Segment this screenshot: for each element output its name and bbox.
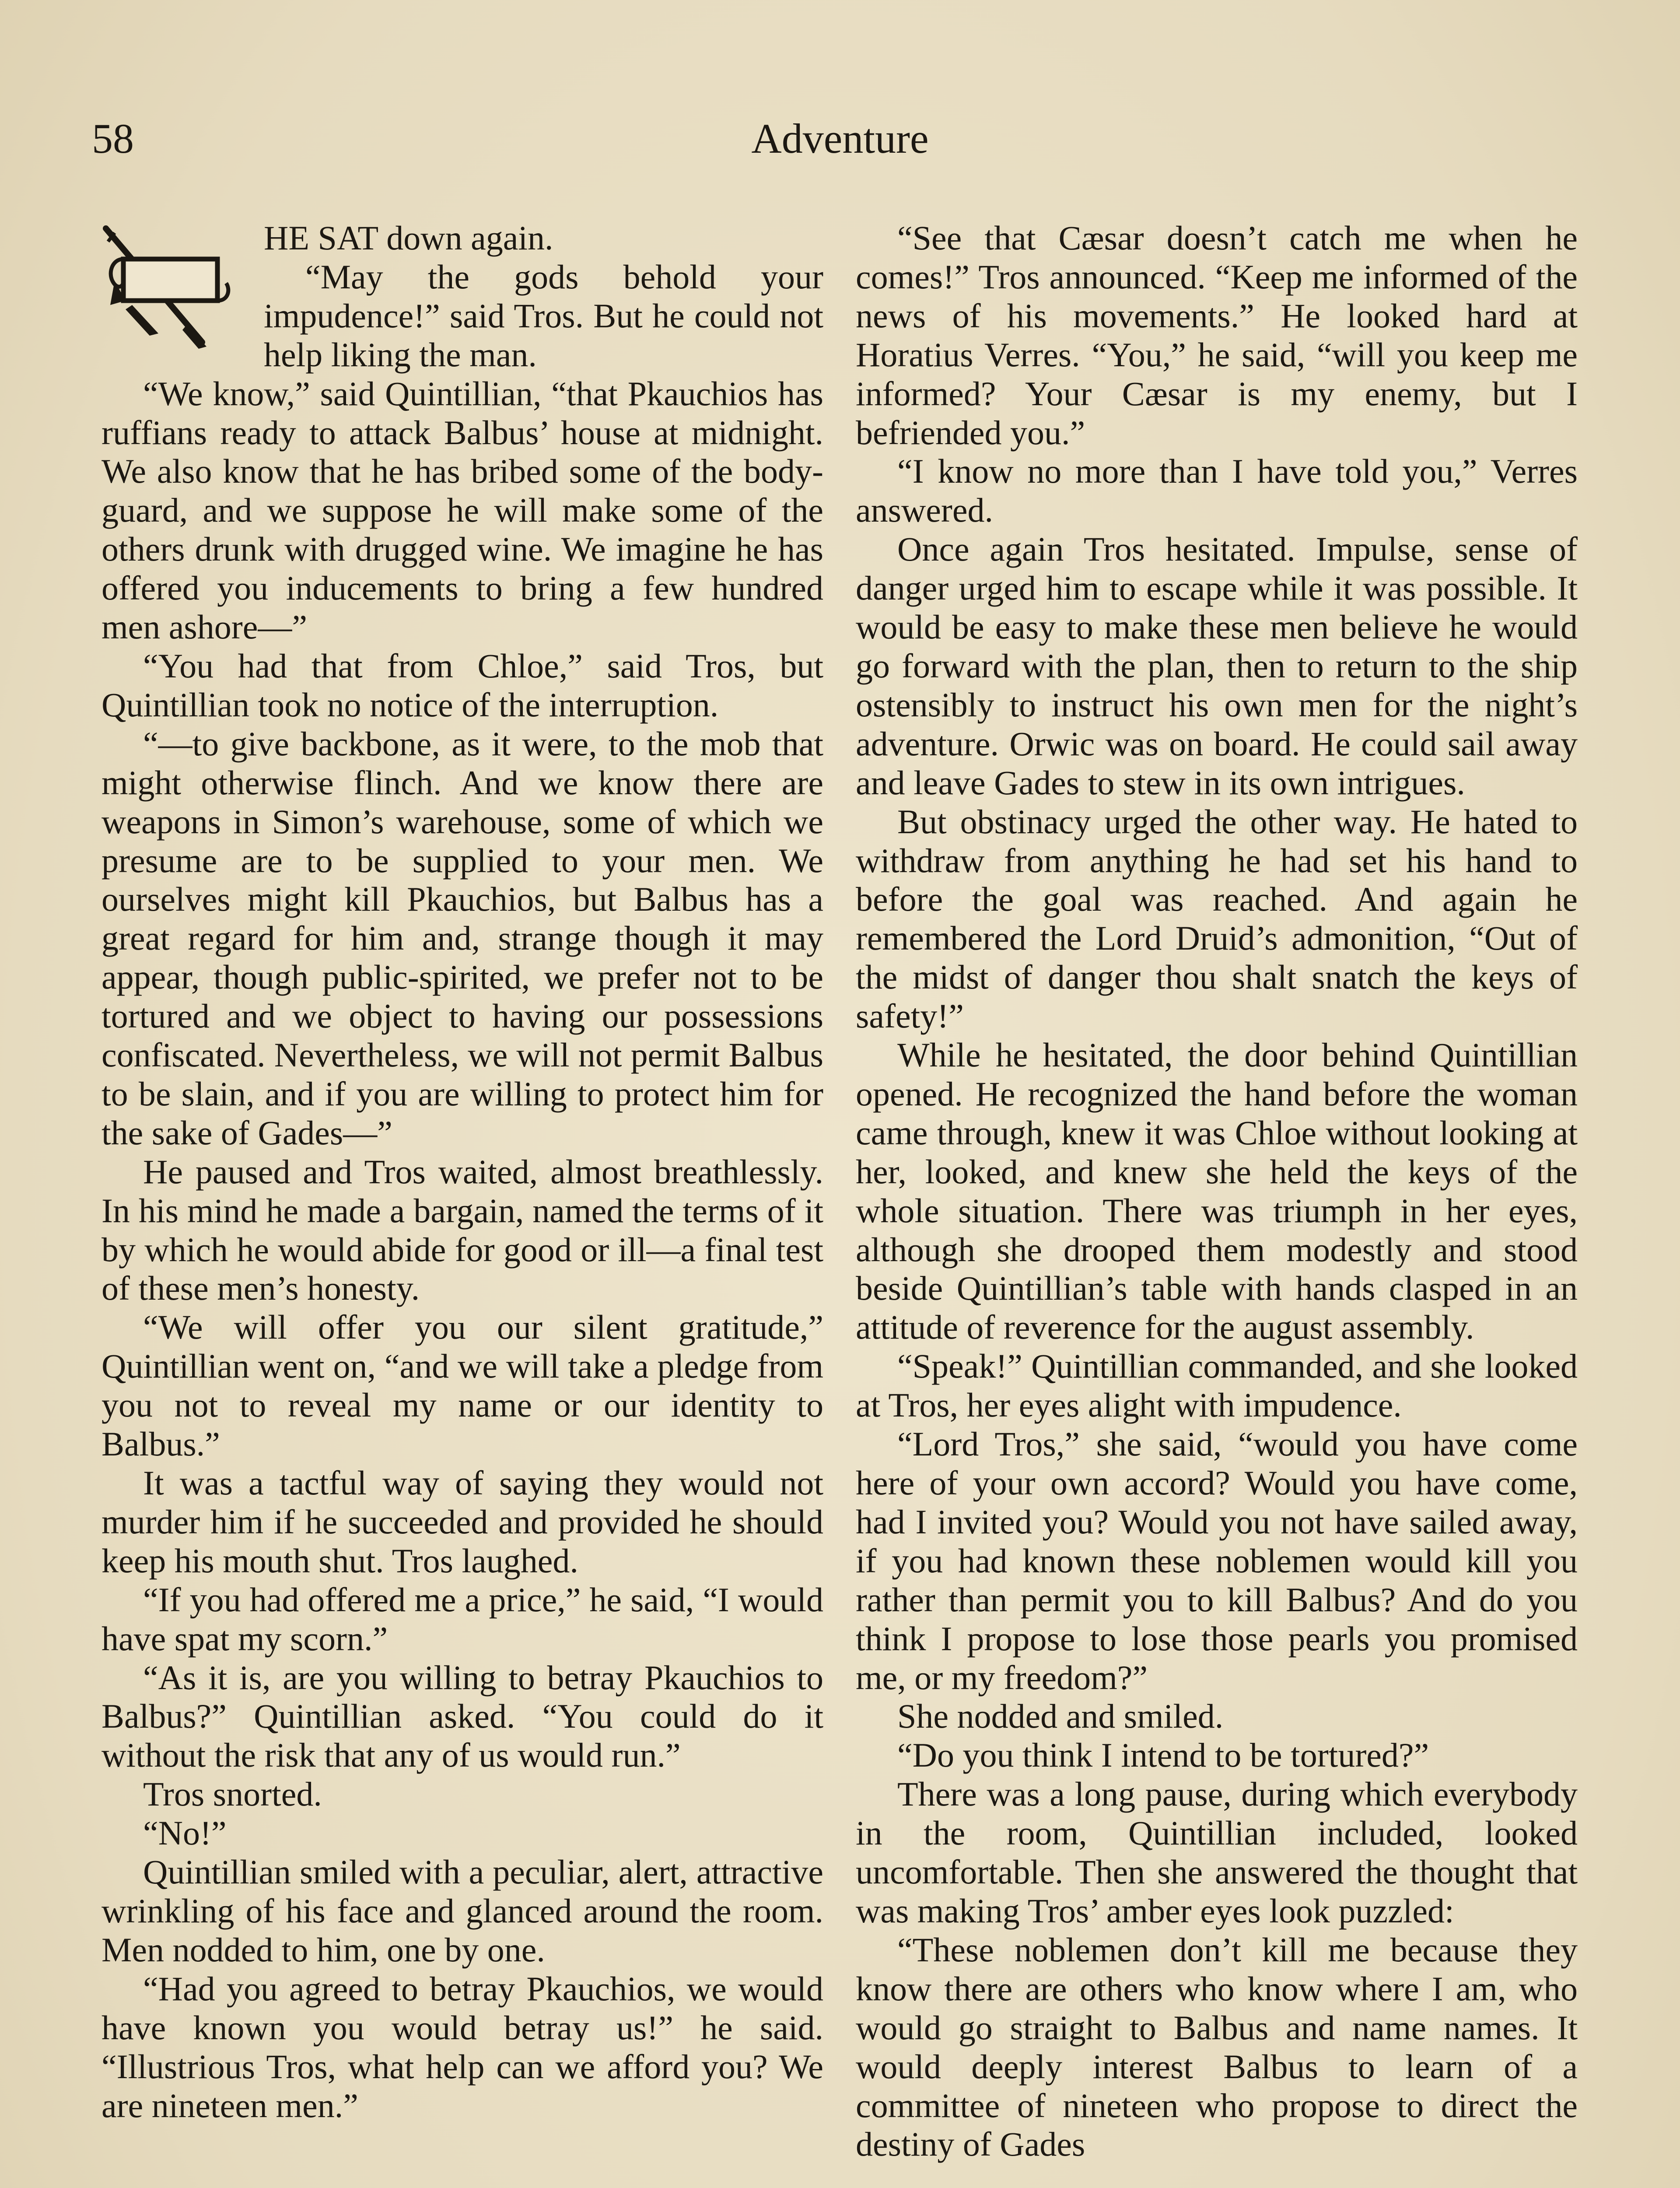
right-column xyxy=(856,219,1578,2164)
paragraph: “If you had offered me a price,” he said, “I would have spat my scorn.” xyxy=(102,1580,823,1658)
paragraph: “We know,” said Quintillian, “that Pkauchios has ruffians ready to attack Balbus’ house at midnight. We also know that he has bribed some of the body-guard, and we suppose he will make some of the others drunk with drugged wine. We imagine he has offered you inducements to bring a few hundred men ashore—” xyxy=(102,374,823,646)
paragraph: “May the gods behold your impudence!” said Tros. But he could not help liking the man. xyxy=(264,257,823,374)
paragraph: “—to give backbone, as it were, to the mob that might otherwise flinch. And we know there are weapons in Simon’s warehouse, some of which we presume are to be supplied to your men. We ourselves might kill Pkauchios, but Balbus has a great regard for him and, strange though it may appear, though public-spirited, we prefer not to be tortured and we object to having our possessions confiscated. Nevertheless, we will not permit Balbus to be slain, and if you are willing to protect him for the sake of Gades—” xyxy=(102,724,823,1152)
paragraph: While he hesitated, the door behind Quintillian opened. He recognized the hand before the woman came through, knew it was Chloe without looking at her, looked, and knew she held the keys of the whole situation. There was triumph in her eyes, although she drooped them modestly and stood beside Quintillian’s table with hands clasped in an attitude of reverence for the august assembly. xyxy=(856,1036,1578,1346)
paragraph: She nodded and smiled. xyxy=(897,1697,1224,1736)
chapter-opener xyxy=(102,219,823,375)
paragraph: But obstinacy urged the other way. He hated to withdraw from anything he had set his hand to before the goal was reached. And again he remembered the Lord Druid’s admonition, “Out of the midst of danger thou shalt snatch the keys of safety!” xyxy=(856,802,1578,1035)
paragraph: He paused and Tros waited, almost breathlessly. In his mind he made a bargain, named the terms of it by which he would abide for good or ill—a final test of these men’s honesty. xyxy=(102,1152,823,1308)
paragraph: “Had you agreed to betray Pkauchios, we would have known you would betray us!” he said. “Illustrious Tros, what help can we afford you? We are nineteen men.” xyxy=(102,1969,823,2125)
paragraph: Once again Tros hesitated. Impulse, sense of danger urged him to escape while it was possible. It would be easy to make these men believe he would go forward with the plan, then to return to the ship ostensibly to instruct his own men for the night’s adventure. Orwic was on board. He could sail away and leave Gades to stew in its own intrigues. xyxy=(856,530,1578,802)
paragraph: “See that Cæsar doesn’t catch me when he comes!” Tros announced. “Keep me informed of the news of his movements.” He looked hard at Horatius Verres. “You,” he said, “will you keep me informed? Your Cæsar is my enemy, but I befriended you.” xyxy=(856,219,1578,452)
paragraph: “These noblemen don’t kill me because they know there are others who know where I am, who would go straight to Balbus and name names. It would deeply interest Balbus to learn of a committee of nineteen who propose to direct the destiny of Gades xyxy=(856,1930,1578,2163)
page-number: 58 xyxy=(92,115,134,162)
paragraph: “As it is, are you willing to betray Pkauchios to Balbus?” Quintillian asked. “You could do it without the risk that any of us would run.” xyxy=(102,1658,823,1774)
paragraph: It was a tactful way of saying they would not murder him if he succeeded and provided he should keep his mouth shut. Tros laughed. xyxy=(102,1464,823,1580)
running-title: Adventure xyxy=(751,115,929,162)
page-header xyxy=(92,115,1588,163)
left-column xyxy=(102,219,823,2125)
decorative-initial-t-icon xyxy=(97,215,252,360)
paragraph: Quintillian smiled with a peculiar, alert, attractive wrinkling of his face and glanced around the room. Men nodded to him, one by one. xyxy=(102,1853,823,1969)
paragraph: “I know no more than I have told you,” Verres answered. xyxy=(856,452,1578,529)
paragraph: “Speak!” Quintillian commanded, and she looked at Tros, her eyes alight with impudence. xyxy=(856,1347,1578,1424)
paragraph: Tros snorted. xyxy=(143,1775,322,1813)
paragraph: “You had that from Chloe,” said Tros, but Quintillian took no notice of the interruption. xyxy=(102,646,823,724)
opening-line: HE SAT down again. xyxy=(264,219,553,257)
paragraph: “Lord Tros,” she said, “would you have come here of your own accord? Would you have come, had I invited you? Would you not have sailed away, if you had known these noblemen would kill you rather than permit you to kill Balbus? And do you think I propose to lose those pearls you promised me, or my freedom?” xyxy=(856,1425,1578,1697)
paragraph: “We will offer you our silent gratitude,” Quintillian went on, “and we will take a pledge from you not to reveal my name or our identity to Balbus.” xyxy=(102,1308,823,1463)
paragraph: There was a long pause, during which everybody in the room, Quintillian included, looked uncomfortable. Then she answered the thought that was making Tros’ amber eyes look puzzled: xyxy=(856,1775,1578,1930)
paragraph: “Do you think I intend to be tortured?” xyxy=(897,1736,1429,1774)
paragraph: “No!” xyxy=(143,1814,227,1852)
